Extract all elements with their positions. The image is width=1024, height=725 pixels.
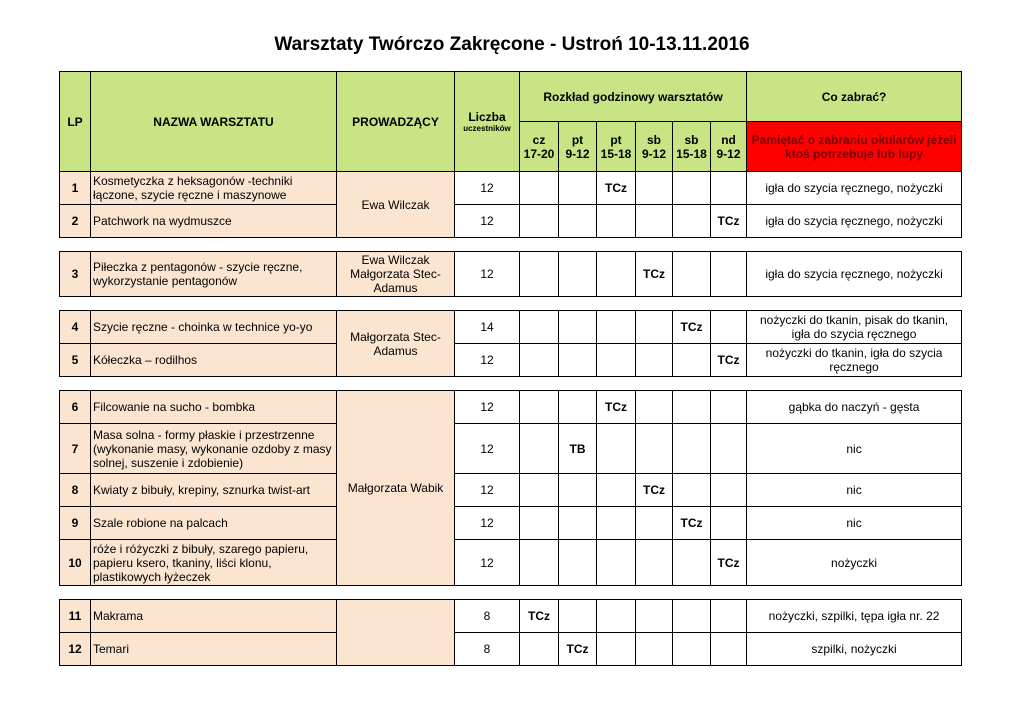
row-lp: 2	[60, 205, 91, 238]
row-slot	[597, 540, 636, 586]
row-count: 12	[455, 424, 520, 474]
row-slot	[559, 344, 597, 377]
row-slot	[711, 424, 747, 474]
group-spacer	[60, 377, 962, 391]
header-slot-day: nd	[721, 132, 736, 147]
row-lp: 4	[60, 311, 91, 344]
row-slot: TCz	[597, 172, 636, 205]
table-row	[60, 172, 962, 205]
row-slot	[711, 391, 747, 424]
header-slot	[673, 122, 711, 172]
row-slot	[559, 474, 597, 507]
row-slot	[520, 311, 559, 344]
row-count: 12	[455, 252, 520, 297]
header-slot	[559, 122, 597, 172]
row-slot	[711, 172, 747, 205]
row-slot	[520, 507, 559, 540]
row-lp: 5	[60, 344, 91, 377]
row-slot	[711, 474, 747, 507]
header-slot	[636, 122, 673, 172]
table-row	[60, 507, 962, 540]
row-bring: igła do szycia ręcznego, nożyczki	[747, 172, 962, 205]
row-slot	[520, 252, 559, 297]
row-slot	[520, 540, 559, 586]
row-count: 12	[455, 391, 520, 424]
row-slot	[636, 633, 673, 666]
row-bring: igła do szycia ręcznego, nożyczki	[747, 205, 962, 238]
row-slot: TB	[559, 424, 597, 474]
row-slot	[559, 205, 597, 238]
header-slot	[597, 122, 636, 172]
row-slot: TCz	[711, 540, 747, 586]
header-slot-time: 9-12	[565, 146, 590, 161]
row-slot	[597, 507, 636, 540]
table-row	[60, 344, 962, 377]
header-slot-time: 9-12	[716, 146, 741, 161]
row-host: Małgorzata Wabik	[337, 391, 455, 586]
row-slot	[520, 633, 559, 666]
table-row	[60, 205, 962, 238]
row-slot	[711, 600, 747, 633]
row-lp: 8	[60, 474, 91, 507]
row-slot: TCz	[673, 507, 711, 540]
table-row	[60, 311, 962, 344]
table-row	[60, 540, 962, 586]
row-name: Patchwork na wydmuszce	[91, 205, 337, 238]
table-row	[60, 252, 962, 297]
row-count: 12	[455, 507, 520, 540]
row-lp: 1	[60, 172, 91, 205]
row-slot: TCz	[597, 391, 636, 424]
spacer-cell	[60, 297, 962, 311]
row-slot	[597, 344, 636, 377]
row-slot	[597, 600, 636, 633]
row-slot	[520, 205, 559, 238]
row-slot	[520, 391, 559, 424]
header-slot-time: 9-12	[641, 146, 667, 161]
row-slot	[520, 172, 559, 205]
row-slot	[673, 344, 711, 377]
header-bring: Co zabrać?	[747, 72, 962, 122]
row-bring: nożyczki do tkanin, pisak do tkanin, igła do szycia ręcznego	[747, 311, 962, 344]
group-spacer	[60, 297, 962, 311]
row-slot: TCz	[636, 252, 673, 297]
row-name: Filcowanie na sucho - bombka	[91, 391, 337, 424]
row-slot	[636, 311, 673, 344]
table-row	[60, 600, 962, 633]
row-slot	[559, 391, 597, 424]
row-slot	[673, 474, 711, 507]
row-lp: 12	[60, 633, 91, 666]
row-slot	[673, 424, 711, 474]
row-slot	[636, 205, 673, 238]
row-slot	[673, 633, 711, 666]
row-name: Masa solna - formy płaskie i przestrzenne (wykonanie masy, wykonanie ozdoby z masy solnej, suszenie i zdobienie)	[91, 424, 337, 474]
row-count: 12	[455, 344, 520, 377]
row-host: Ewa Wilczak Małgorzata Stec-Adamus	[337, 252, 455, 297]
row-bring: nożyczki, szpilki, tępa igła nr. 22	[747, 600, 962, 633]
row-slot: TCz	[711, 344, 747, 377]
row-count: 8	[455, 600, 520, 633]
header-slot-time: 15-18	[676, 146, 707, 161]
row-count: 14	[455, 311, 520, 344]
row-slot	[673, 252, 711, 297]
header-lp: LP	[60, 72, 91, 172]
row-bring: nożyczki	[747, 540, 962, 586]
header-slot-day: sb	[646, 132, 661, 147]
row-slot	[520, 344, 559, 377]
spacer-cell	[60, 377, 962, 391]
header-host: PROWADZĄCY	[337, 72, 455, 172]
table-row	[60, 424, 962, 474]
row-count: 12	[455, 474, 520, 507]
header-slot-time: 15-18	[600, 146, 632, 161]
row-slot: TCz	[636, 474, 673, 507]
row-slot	[673, 540, 711, 586]
row-slot	[559, 600, 597, 633]
row-lp: 6	[60, 391, 91, 424]
row-slot	[636, 391, 673, 424]
row-slot	[520, 474, 559, 507]
row-slot	[636, 424, 673, 474]
row-host: Małgorzata Stec-Adamus	[337, 311, 455, 377]
row-name: Kosmetyczka z heksagonów -techniki łączone, szycie ręczne i maszynowe	[91, 172, 337, 205]
row-slot	[673, 600, 711, 633]
row-slot	[636, 172, 673, 205]
row-host	[337, 600, 455, 666]
spacer-cell	[60, 238, 962, 252]
table-row	[60, 474, 962, 507]
row-slot	[597, 474, 636, 507]
row-slot	[636, 344, 673, 377]
row-bring: nic	[747, 424, 962, 474]
row-count: 12	[455, 540, 520, 586]
header-count-title: Liczba	[468, 109, 506, 124]
workshop-table	[59, 71, 962, 666]
group-spacer	[60, 586, 962, 600]
row-count: 12	[455, 172, 520, 205]
header-schedule: Rozkład godzinowy warsztatów	[520, 72, 747, 122]
row-lp: 10	[60, 540, 91, 586]
row-bring: nożyczki do tkanin, igła do szycia ręcznego	[747, 344, 962, 377]
row-slot	[636, 507, 673, 540]
row-slot	[673, 172, 711, 205]
row-slot	[559, 507, 597, 540]
table-row	[60, 391, 962, 424]
row-slot	[673, 391, 711, 424]
row-name: Temari	[91, 633, 337, 666]
header-slot-day: pt	[610, 132, 622, 147]
row-name: Piłeczka z pentagonów - szycie ręczne, wykorzystanie pentagonów	[91, 252, 337, 297]
group-spacer	[60, 238, 962, 252]
row-slot: TCz	[559, 633, 597, 666]
row-lp: 9	[60, 507, 91, 540]
header-slot	[520, 122, 559, 172]
row-host: Ewa Wilczak	[337, 172, 455, 238]
row-slot	[597, 424, 636, 474]
row-slot	[711, 633, 747, 666]
row-lp: 7	[60, 424, 91, 474]
row-bring: szpilki, nożyczki	[747, 633, 962, 666]
row-slot	[597, 252, 636, 297]
row-name: Makrama	[91, 600, 337, 633]
row-name: Kwiaty z bibuły, krepiny, sznurka twist-art	[91, 474, 337, 507]
header-slot	[711, 122, 747, 172]
row-slot	[559, 311, 597, 344]
row-name: Kółeczka – rodilhos	[91, 344, 337, 377]
row-name: róże i różyczki z bibuły, szarego papieru, papieru ksero, tkaniny, liści klonu, plastikowych łyżeczek	[91, 540, 337, 586]
row-name: Szycie ręczne - choinka w technice yo-yo	[91, 311, 337, 344]
row-slot: TCz	[520, 600, 559, 633]
header-slot-time: 17-20	[523, 146, 555, 161]
row-slot	[636, 540, 673, 586]
spacer-cell	[60, 586, 962, 600]
row-slot: TCz	[673, 311, 711, 344]
row-lp: 11	[60, 600, 91, 633]
row-slot	[597, 311, 636, 344]
header-slot-day: cz	[532, 132, 546, 147]
row-slot	[597, 205, 636, 238]
row-slot: TCz	[711, 205, 747, 238]
row-slot	[636, 600, 673, 633]
row-slot	[711, 311, 747, 344]
row-slot	[711, 507, 747, 540]
row-count: 12	[455, 205, 520, 238]
row-slot	[559, 172, 597, 205]
header-slot-day: sb	[684, 132, 699, 147]
header-name: NAZWA WARSZTATU	[91, 72, 337, 172]
row-count: 8	[455, 633, 520, 666]
row-bring: igła do szycia ręcznego, nożyczki	[747, 252, 962, 297]
row-name: Szale robione na palcach	[91, 507, 337, 540]
row-lp: 3	[60, 252, 91, 297]
row-bring: nic	[747, 474, 962, 507]
row-slot	[559, 540, 597, 586]
header-slot-day: pt	[571, 132, 584, 147]
page-title: Warsztaty Twórczo Zakręcone - Ustroń 10-13.11.2016	[274, 34, 750, 55]
table-row	[60, 633, 962, 666]
row-bring: nic	[747, 507, 962, 540]
row-bring: gąbka do naczyń - gęsta	[747, 391, 962, 424]
row-slot	[597, 633, 636, 666]
row-slot	[559, 252, 597, 297]
row-slot	[520, 424, 559, 474]
header-count-sub: uczestników	[463, 123, 511, 133]
row-slot	[673, 205, 711, 238]
header-bring-note: Pamiętać o zabraniu okularów jeżeli ktoś potrzebuje lub lupy	[747, 122, 962, 172]
header-count	[455, 72, 520, 172]
row-slot	[711, 252, 747, 297]
